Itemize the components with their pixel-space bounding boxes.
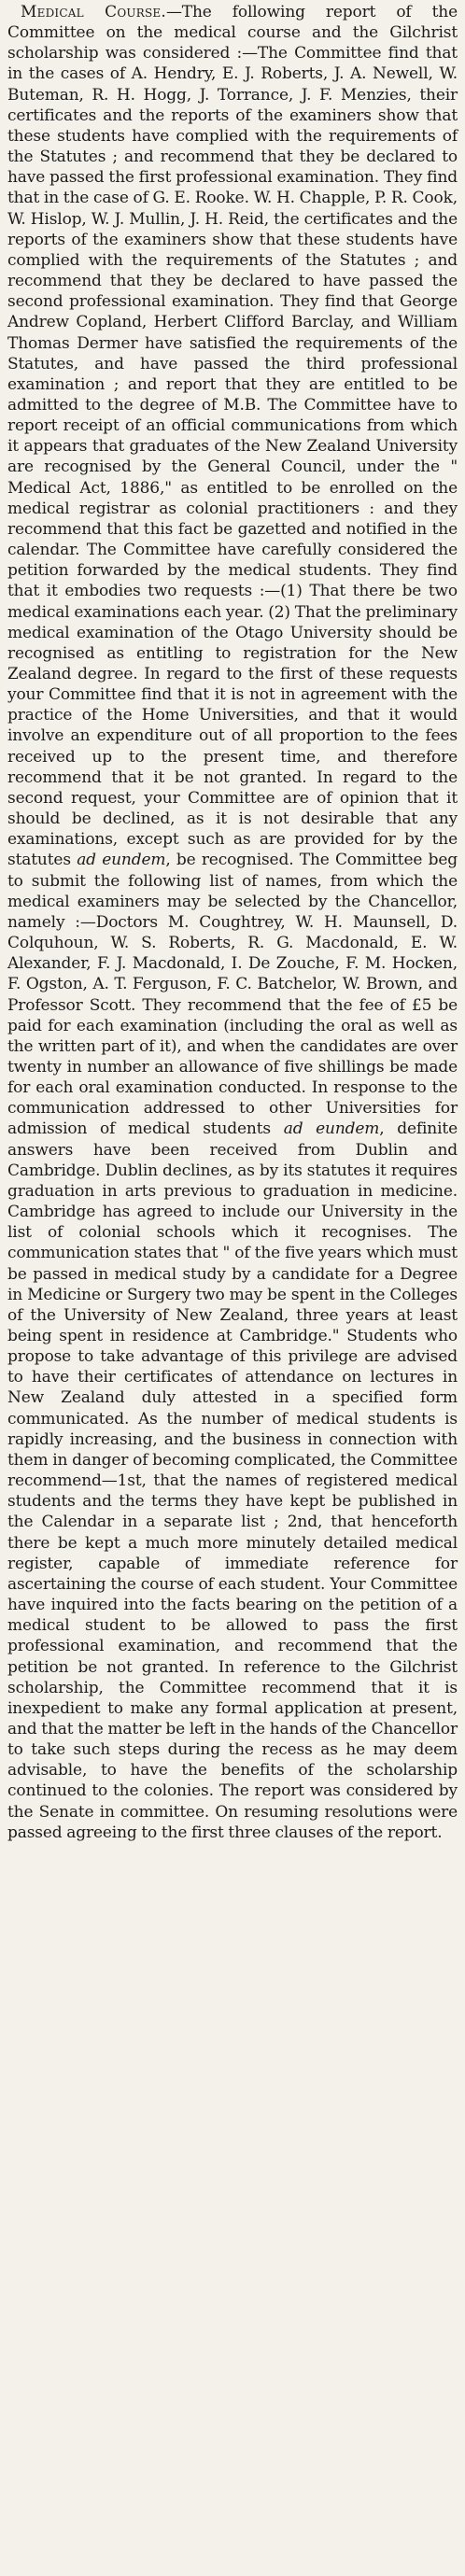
latin-phrase-ad-eundem-2: ad eundem [283,1119,380,1139]
latin-phrase-ad-eundem: ad eundem [77,851,166,870]
article-body-part-2: , be recognised. The Committee beg to submit the following list of names, from which the medical examiners may be selected by the Chancellor, namely :—Doctors M. Coughtrey, W. H. Maunsell, D. Colquhoun, W. S. Roberts, R. G. Macdonald, E. W. Alexander, F. J. Macdonald, I. De Zouche, F. M. Hocken, F. Ogston, A. T. Ferguson, F. C. Batchelor, W. Brown, and Professor Scott. They recommend that the fee of £5 be paid for each examination (including the oral as well as the written part of it), and when the candidates are over twenty in number an allowance of five shillings be made for each oral examination conducted. In response to the communication addressed to other Universities for admission of medical students [7,851,458,1139]
article-heading: Medical Course. [21,3,166,21]
article-medical-course [7,2,458,1843]
article-body-part-1: —The following report of the Committee on the medical course and the Gilchrist scholarship was considered :—The Committee find that in the cases of A. Hendry, E. J. Roberts, J. A. Newell, W. Buteman, R. H. Hogg, J. Torrance, J. F. Menzies, their certificates and the reports of the examiners show that these students have complied with the requirements of the Statutes ; and recommend that they be declared to have passed the first professional examination. They find that in the case of G. E. Rooke. W. H. Chapple, P. R. Cook, W. Hislop, W. J. Mullin, J. H. Reid, the certificates and the reports of the examiners show that these students have complied with the requirements of the Statutes ; and recommend that they be declared to have passed the second professional examination. They find that George Andrew Copland, Herbert Clifford Barclay, and William Thomas Dermer have satisfied the requirements of the Statutes, and have passed the third professional examination ; and report that they are entitled to be admitted to the degree of M.B. The Committee have to report receipt of an official communications from which it appears that graduates of the New Zealand University are recognised by the General Council, under the " Medical Act, 1886," as entitled to be enrolled on the medical registrar as colonial practitioners : and they recommend that this fact be gazetted and notified in the calendar. The Committee have carefully considered the petition forwarded by the medical students. They find that it embodies two requests :—(1) That there be two medical examinations each year. (2) That the preliminary medical examination of the Otago University should be recognised as entitling to registration for the New Zealand degree. In regard to the first of these requests your Committee find that it is not in agreement with the practice of the Home Universities, and that it would involve an expenditure out of all proportion to the fees received up to the present time, and therefore recommend that it be not granted. In regard to the second request, your Committee are of opinion that it should be declined, as it is not desirable that any examinations, except such as are provided for by the statutes [7,3,458,870]
article-body-part-3: , definite answers have been received from Dublin and Cambridge. Dublin declines, as by its statutes it requires graduation in arts previous to graduation in medicine. Cambridge has agreed to include our University in the list of colonial schools which it recognises. The communication states that " of the five years which must be passed in medical study by a candidate for a Degree in Medicine or Surgery two may be spent in the Colleges of the University of New Zealand, three years at least being spent in residence at Cambridge." Students who propose to take advantage of this privilege are advised to have their certificates of attendance on lectures in New Zealand duly attested in a specified form communicated. As the number of medical students is rapidly increasing, and the business in connection with them in danger of becoming complicated, the Committee recommend—1st, that the names of registered medical students and the terms they have kept be published in the Calendar in a separate list ; 2nd, that henceforth there be kept a much more minutely detailed medical register, capable of immediate reference for ascertaining the course of each student. Your Committee have inquired into the facts bearing on the petition of a medical student to be allowed to pass the first professional examination, and recommend that the petition be not granted. In reference to the Gilchrist scholarship, the Committee recommend that it is inexpedient to make any formal application at present, and that the matter be left in the hands of the Chancellor to take such steps during the recess as he may deem advisable, to have the benefits of the scholarship continued to the colonies. The report was considered by the Senate in committee. On resuming resolutions were passed agreeing to the first three clauses of the report. [7,1119,458,1842]
